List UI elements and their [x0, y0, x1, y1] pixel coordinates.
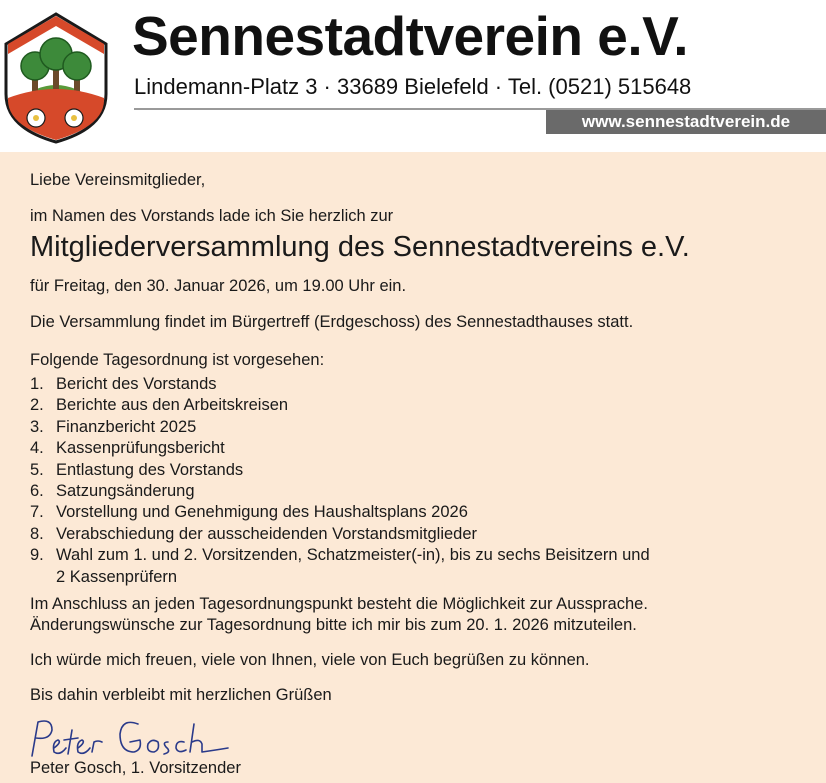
agenda-number: 6.: [30, 482, 44, 501]
agenda-item: [30, 417, 650, 438]
agenda-item: [30, 395, 650, 416]
intro-text: im Namen des Vorstands lade ich Sie herzlich zur: [30, 207, 394, 225]
agenda-text-continued: 2 Kassenprüfern: [56, 567, 178, 586]
agenda-text: Wahl zum 1. und 2. Vorsitzenden, Schatzmeister(-in), bis zu sechs Beisitzern und: [56, 546, 650, 565]
organization-title: Sennestadtverein e.V.: [132, 5, 689, 67]
agenda-number: 4.: [30, 439, 44, 458]
salutation: Liebe Vereinsmitglieder,: [30, 171, 206, 189]
discussion-line-2: Änderungswünsche zur Tagesordnung bitte ich mir bis zum 20. 1. 2026 mitzuteilen.: [30, 616, 637, 634]
letterhead: [0, 0, 826, 152]
date-line: für Freitag, den 30. Januar 2026, um 19.00 Uhr ein.: [30, 277, 407, 295]
agenda-text: Entlastung des Vorstands: [56, 460, 244, 479]
venue-line: Die Versammlung findet im Bürgertreff (Erdgeschoss) des Sennestadthauses statt.: [30, 313, 634, 331]
agenda-text: Berichte aus den Arbeitskreisen: [56, 396, 289, 415]
agenda-text: Vorstellung und Genehmigung des Haushaltsplans 2026: [56, 503, 468, 522]
agenda-item: [30, 460, 650, 481]
invitation-letter: [0, 152, 826, 783]
agenda-number: 2.: [30, 396, 44, 415]
agenda-number: 7.: [30, 503, 44, 522]
agenda-number: 9.: [30, 546, 44, 565]
agenda-item: [30, 481, 650, 502]
agenda-text: Satzungsänderung: [56, 482, 195, 501]
closing-line: Bis dahin verbleibt mit herzlichen Grüßen: [30, 686, 332, 704]
discussion-line-1: Im Anschluss an jeden Tagesordnungspunkt besteht die Möglichkeit zur Aussprache.: [30, 595, 648, 613]
signatory-name: Peter Gosch, 1. Vorsitzender: [30, 759, 241, 777]
closing-wish: Ich würde mich freuen, viele von Ihnen, viele von Euch begrüßen zu können.: [30, 651, 590, 669]
agenda-heading: Folgende Tagesordnung ist vorgesehen:: [30, 351, 325, 369]
agenda-number: 3.: [30, 417, 44, 436]
agenda-text: Finanzbericht 2025: [56, 417, 197, 436]
agenda-item: [30, 524, 650, 545]
website-link[interactable]: www.sennestadtverein.de: [546, 110, 826, 134]
agenda-number: 1.: [30, 375, 44, 393]
agenda-text: Kassenprüfungsbericht: [56, 439, 225, 458]
agenda-item: [30, 374, 650, 395]
agenda-item: [30, 545, 650, 588]
agenda-text: Verabschiedung der ausscheidenden Vorstandsmitglieder: [56, 524, 478, 543]
agenda-number: 5.: [30, 460, 44, 479]
organization-address: Lindemann-Platz 3 · 33689 Bielefeld · Tel. (0521) 515648: [134, 74, 692, 99]
coat-of-arms-icon: [2, 10, 110, 144]
agenda-item: [30, 438, 650, 459]
agenda-item: [30, 502, 650, 523]
agenda-text: Bericht des Vorstands: [56, 375, 217, 393]
agenda-list: [30, 374, 650, 588]
agenda-number: 8.: [30, 524, 44, 543]
event-title: Mitgliederversammlung des Sennestadtvereins e.V.: [30, 231, 690, 263]
